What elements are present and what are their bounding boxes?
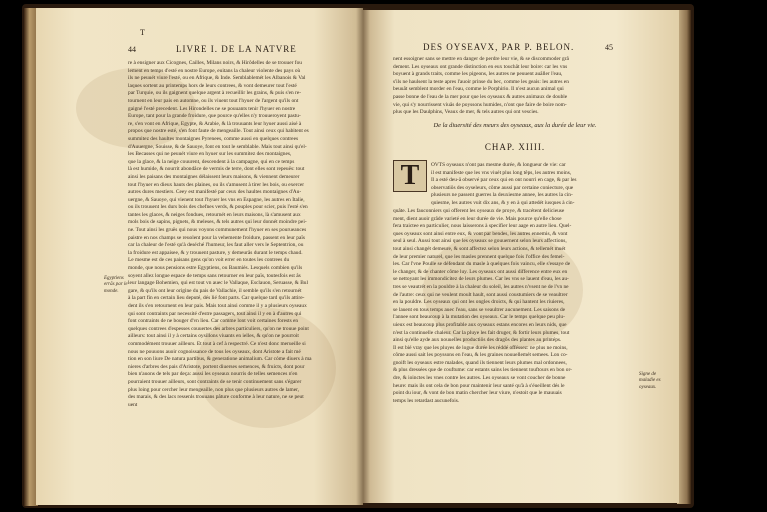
- signature-mark: T: [140, 28, 145, 37]
- text-line: les. Car l'vne Poulle se défendant du masle à quelques fois vaincu, elle s'essaye de: [393, 261, 571, 268]
- text-line: nieres d'arbres des pais d'Aristote, portent diuerses semences, & fruicts, dont pour: [128, 363, 305, 370]
- text-line: de leur premier naturel, que les masles prennent quelque fois l'office des femel-: [393, 253, 565, 260]
- text-line: là est humide, & nourrit abondâce de vermis de terre, dont elles sont repeuës: tout: [128, 166, 305, 173]
- text-line: gare, & qu'ils ont leur origine du pais de Vallachie, il semble qu'ils s'en retournét: [128, 287, 302, 294]
- text-line: boyuent à grands traits, comme les pigeons, les autres ne peuuent auâller l'eau,: [393, 71, 563, 78]
- text-line: point du iour, & vont de bon matin chercher leur viure, n'estoit que le mauuais: [393, 390, 562, 397]
- book-gutter: [356, 8, 370, 505]
- text-line: l'annee sont beaucoup à la mutation des oyseaux. Car le temps quelque peu plu-: [393, 314, 565, 321]
- text-line: Il a esté deu-â observé par ceux qui en ont nourri en cage, & par les: [431, 177, 577, 184]
- text-line: ne. Tout ainsi les gruës qui nous voyons communement l'hyuer en ses pourueances: [128, 227, 307, 234]
- text-line: Le mesme est de ces paisans gens qu'on voit errer en toutes les contrees du: [128, 257, 290, 264]
- page-number-right: 45: [605, 43, 613, 52]
- text-line: de l'autre: ceux qui ne veulent moult hault, sont aussi coustumiers de se veaultrer: [393, 291, 568, 298]
- text-line: gnoift les oyseaux estre malades, quand ils tiennent leurs plumes mal ordonnees,: [393, 359, 567, 366]
- right-margin-note: Signe de maladie es oyseaux.: [639, 372, 661, 390]
- text-line: ainsi les paisans des montaignes délaissent leurs maisons, & viennent demeurer: [128, 173, 300, 180]
- text-line: uieux est beaucoup plus profitable aux oyseaux estans encores en leurs nids, que: [393, 321, 567, 328]
- text-line: soyent allez longue espace de temps sans retourner en leur païs, toutesfois est âs: [128, 272, 301, 279]
- running-head-left: LIVRE I. DE LA NATVRE: [176, 44, 297, 54]
- text-line: quâte. Les fauconniers qui offerent les oyseaux de proye, & tracétent delicieuse: [393, 208, 565, 214]
- text-line: plusieurs ne passent guerres la deuxiesme annee, les autres la cin-: [431, 192, 573, 199]
- right-bottom-text: [393, 208, 637, 405]
- text-line: laques sortent au printemps hors de leurs contrees, & vont demeurer tout l'esté: [128, 82, 297, 89]
- text-line: mols bois de sapins, pignets, & meleses, & tels autres qui leur donnét moindre pei-: [128, 219, 307, 226]
- text-line: se nettoyant les immondicitez de leurs plumes. Car les vns se lauent d'eau, les au-: [393, 276, 569, 283]
- right-top-text: [393, 56, 637, 117]
- text-line: que la glace, & la neige couurent, descendent à la campagne, qui en ce temps: [128, 158, 295, 165]
- text-line: dre, & ioinctes les vnes contre les autres. Les oyseaux se vont coucher de bonne: [393, 375, 566, 382]
- text-line: dent ils s'en retournent en leur pais. Mais tout ainsi comme il y a plusieurs oyseaux: [128, 303, 307, 309]
- text-line: tout l'hyuer en dieux hauts des plaines, ou ils s'amusent à tirer les bois, ou exercer: [128, 181, 305, 188]
- text-line: fera traictee en particulier, nous laisserons à specifier leur aage en autre lieu. Quel-: [393, 223, 572, 230]
- text-line: dement. Les oyseaux ont grande distinction en eux touchât leur boire: car les vns: [393, 63, 568, 70]
- text-line: uergne, & Sauoye, qui vienent tout l'hyuer les vns en Espagne, les autres en Italie,: [128, 196, 305, 203]
- text-line: beuuât semblent morder en l'eau, comme le Porphirio. Il n'est aucun animal qui: [393, 86, 564, 93]
- text-line: summitez des haultes montaignes Pyrenees, comme aussi en quelques contrees: [128, 135, 299, 142]
- text-line: seul à seul. Aussi tout ainsi que les oyseaux se gouuernent selon leurs affections,: [393, 238, 567, 245]
- text-line: observatiôs des oyseleurs, côme aussi par certaine coniecture, que: [431, 184, 574, 191]
- text-line: côme aussi sait les poyssons en l'eau, & les graines nouuellemét semees. Lon co-: [393, 352, 568, 359]
- text-line: tres se veautrét en la pouldre à la chaleur du soleil, les autres n'vsent ne de l'vn ne: [393, 283, 569, 290]
- text-line: monde, que nous pensions estre Egyptiens, ou Baumiés. Lesquels combien qu'ils: [128, 265, 303, 272]
- text-line: passe bonne de l'eau de la mer pour que les oyseaux & autres animaux de double: [393, 93, 568, 100]
- text-line: n'est la continuelle chaleur. Car la pluye les fait druger, & fortir leurs plumes, tout: [393, 329, 570, 336]
- text-line: par Turquie, ou ils gaignent quelque argent à recueillir les grains, & puis s'en re-: [128, 90, 302, 97]
- text-line: font contraints de ne bouger d'vn lieu. Car comme lont voit certaines forests en: [128, 318, 299, 325]
- text-line: gaigné l'esté precedent. Les Hirondelles ne se pouuants tenir l'hyuer en nostre: [128, 105, 296, 112]
- text-line: propos que nostre esté, s'en font faute de mengeaille. Tout ainsi ceux qui habitent es: [128, 128, 309, 135]
- text-line: lement en temps d'esté en nostre Europe, euitans la chaleur violente des pays où: [128, 67, 301, 74]
- text-line: ou ils trouuent les durs bois des chefnes verds, & pouples pour scier, puis l'esté s'en: [128, 204, 308, 211]
- text-line: OVTS oyseaux n'ont pas mesme durée, & longueur de vie: car: [431, 162, 566, 168]
- text-line: & plus dressées que de couftume: car estants sains les tiennent touftours en bon or-: [393, 367, 572, 374]
- text-line: bien n'auons de tels par deça: aussi les oyseaux nourris de telles semences n'en: [128, 371, 298, 378]
- text-line: ailleurs: tout ainsi il y à certains oysillons viuants en ielles, & qu'on ne pourroit: [128, 333, 299, 340]
- text-line: pourraient trouuer ailleurs, sont contraints de se tenir continuement sans s'égarer: [128, 378, 302, 385]
- text-line: temps les retardast aucunefois.: [393, 397, 460, 404]
- text-line: Europe, tant pour la grande froidure, que pource qu'elles n'y trouueroyent pastu-: [128, 113, 301, 120]
- text-line: car la chaleur de l'esté qu'à deséché l'humeur, les faut aller vers le Septentrion, ou: [128, 242, 304, 249]
- text-line: ques oyseaux sont ainsi entre eux, & vont par bendes, les autres ennemis, & vont: [393, 230, 568, 237]
- text-line: les Becasses qui ne peuuét viure en hyuer sur les summitez des montaignes,: [128, 151, 292, 158]
- text-line: d'Auuergne, Souisse, & de Sauoye, font en tout le semblable. Mais tout ainsi qu'el-: [128, 143, 307, 150]
- text-line: quelques contrees d'espesses couuertes des arbres particuliers, qu'on ne trouue point: [128, 325, 309, 332]
- text-line: qui sont contraints par necessité d'estre passagers, tout ainsi il y en à d'autres qui: [128, 310, 302, 317]
- text-line: des marais, & des lacs ressenls trouuans pâture conforme à leur nature, ne se peut: [128, 394, 304, 401]
- text-line: commodément trouuer ailleurs. Et tout à cef à respectré. Ce n'est donc merueille si: [128, 340, 306, 347]
- text-line: la froidure est appaisee, & y trouuent pasture, y demeurâs durant le temps chaud.: [128, 249, 303, 256]
- text-line: uent: [128, 401, 138, 408]
- text-line: tournent en leur pais en automne, ou ils viuent tout l'hyuer de l'argent qu'ils ont: [128, 97, 299, 104]
- left-page: [36, 8, 363, 505]
- text-line: autres dures mestiers. Ceey est manifesté par ceux des haultes montaignes d'Au-: [128, 189, 302, 196]
- text-line: tout ainsi changét demeure, & sont affectez selon leurs actions, & tellemét muét: [393, 245, 566, 252]
- text-line: le changer, & de chanter côme luy. Les oyseaux ont aussi difference entre eux en: [393, 268, 568, 275]
- right-dropcap-text: [431, 162, 637, 208]
- text-line: se lauent en tous temps auec l'eau, sans se veaultrer aucunement. Les saisons de: [393, 306, 566, 313]
- text-line: s'ils ne haulsent la teste apres l'auoir prinse du bec, comme les geais: les autres en: [393, 78, 569, 85]
- text-line: heure: mais ils ont cela de bon pour maintenir leur santé qu'à à s'éueillent dés le: [393, 382, 565, 389]
- running-head-right: DES OYSEAVX, PAR P. BELON.: [423, 42, 575, 52]
- text-line: ainsi qu'elle ayde aux nouuelles productiôs des dragôs des plantes au printéps.: [393, 337, 562, 344]
- text-line: ils ne peuuét viure l'esté, ou en Afrique, & Inde. Semblablemét les Albanois & Val: [128, 75, 306, 82]
- text-line: plus loing pour cercher leur mengeaille, non plus que plusieurs autres de lamer,: [128, 386, 300, 393]
- text-line: il est manifeste que les vns viuét plus long têps, les autres moins,: [431, 169, 572, 176]
- text-line: paistre en nos champs se reuolent pour la vehemente froidure, passent en leur paîs: [128, 234, 305, 241]
- drop-cap: T: [393, 160, 427, 192]
- text-line: tantes les glaces, & neiges fondues, retournét en leurs maisons, là s'amusent aux: [128, 211, 301, 218]
- text-line: en la pouldre. Les oyseaux qui ont les ongles droicts, & qui hantent les riuieres,: [393, 299, 565, 306]
- text-line: Il est bié vray que les pluyes de logue durée les réddé offéssez: ne plus ne moins,: [393, 344, 568, 351]
- page-number-left: 44: [128, 45, 136, 54]
- chapter-heading: CHAP. XIIII.: [484, 142, 546, 152]
- text-line: ment, dient auoir grâde varieté en leur durée de vie. Mais pource qu'elle chose: [393, 215, 562, 222]
- text-line: quiesme, les autres vuit dix ans, & y en à qui attedét iusques à cin-: [431, 199, 575, 206]
- text-line: plus que les Daulphins, Veaux de mer, & tels autres qui ont vescies.: [393, 109, 539, 116]
- text-line: nent essoigner sans se mettre en danger de perdre leur vie, & se discommoder grâ: [393, 56, 569, 62]
- right-page-edges: [677, 10, 691, 504]
- text-line: nous ne pouuons auoir cognoissance de tous les oyseaux, dont Aristote a fait mé: [128, 348, 301, 355]
- text-line: à la part fin en certain lieu deputé, dés lié font parts. Car quelque tard qu'ils attire-: [128, 295, 305, 302]
- text-line: re à ensigner aux Cicognes, Cailles, Milans noirs, & Hirôdelles de se trouuer fou: [128, 60, 302, 66]
- text-line: leur langage Bohemien, qui est tout vn auec le Vallaque, Esclauon, Seruasse, & Bul: [128, 280, 308, 287]
- text-line: re, s'en vont en Afrique, Egypte, & Arabie, & là trouuants leur hyuer aussi aisé à: [128, 120, 302, 127]
- left-body-text: [128, 60, 360, 409]
- right-page: [363, 10, 679, 503]
- text-line: vie, qui s'y nourrissent viuâs de poyssons humides, n'ont que faire de boire nom-: [393, 101, 567, 108]
- left-margin-note: Egyptiens errãs par le monde.: [104, 276, 128, 294]
- section-title: De la diuersité des meurs des oyseaux, aux la durée de leur vie.: [433, 122, 597, 129]
- text-line: tion en son liure De natura partibus, & generatione animalium. Car cóme diuers à ma: [128, 356, 312, 363]
